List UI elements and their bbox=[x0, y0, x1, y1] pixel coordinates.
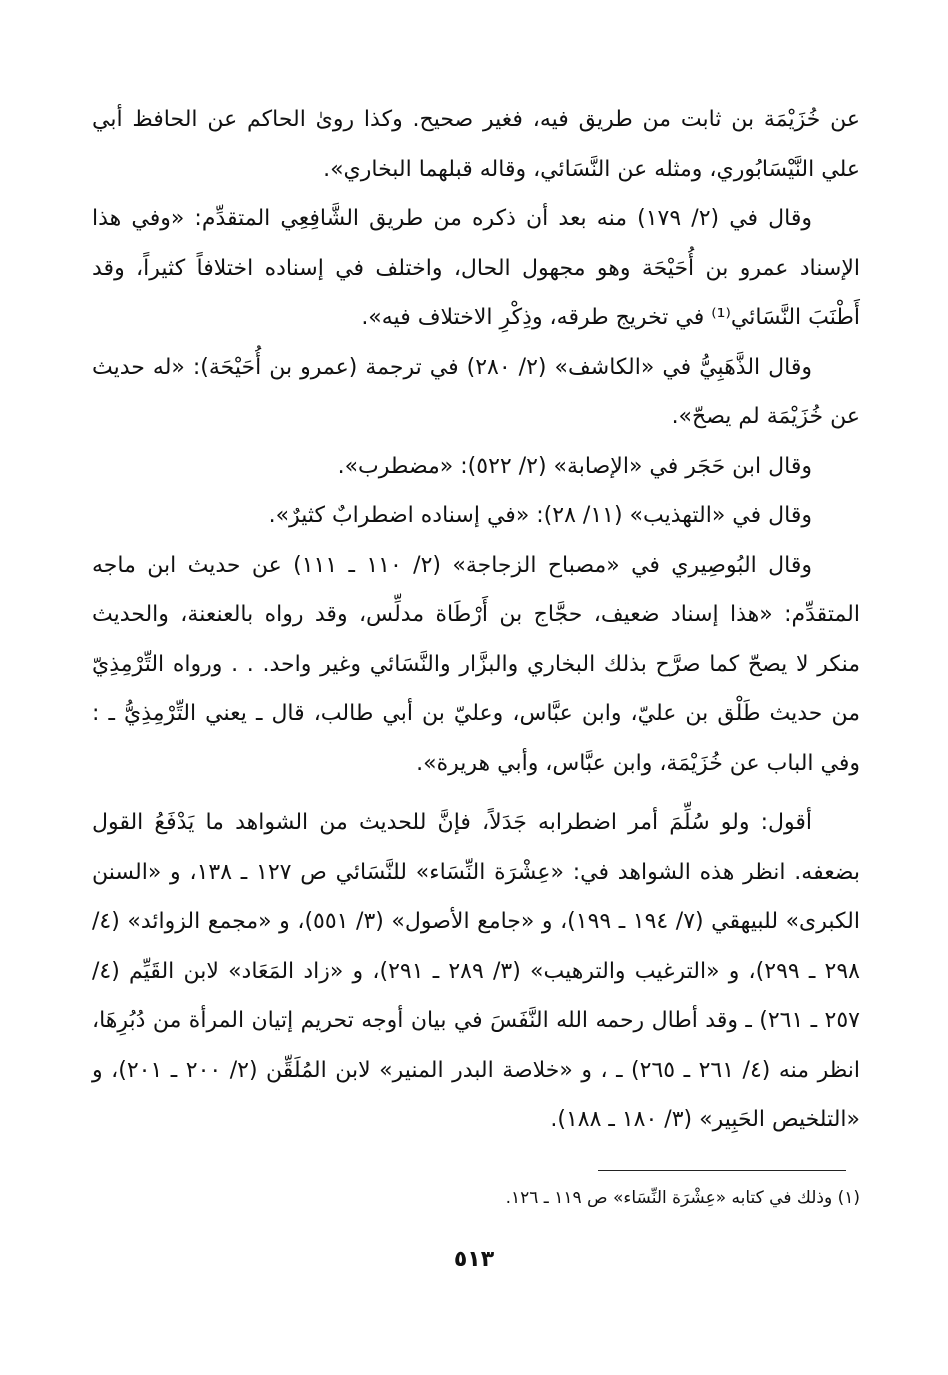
main-text bbox=[92, 95, 860, 1145]
page-number: ٥١٣ bbox=[453, 1247, 495, 1272]
paragraph-2: وقال في (٢/ ١٧٩) منه بعد أن ذكره من طريق الشَّافِعِي المتقدِّم: «وفي هذا الإسناد عمرو بن أُحَيْحَة وهو مجهول الحال، واختلف في إسناده اختلافاً كثيراً، وقد أَطْنَبَ النَّسَائي⁽¹⁾ في تخريج طرقه، وذِكْرِ الاختلاف فيه». bbox=[92, 206, 860, 330]
paragraph-4: وقال ابن حَجَر في «الإصابة» (٢/ ٥٢٢): «مضطرب». bbox=[337, 453, 812, 479]
footnote: (١) وذلك في كتابه «عِشْرَة النِّسَاء» ص ١١٩ ـ ١٢٦. bbox=[505, 1188, 860, 1208]
footnote-divider bbox=[598, 1170, 846, 1171]
paragraph-5: وقال في «التهذيب» (١١/ ٢٨): «في إسناده اضطرابٌ كثيرٌ». bbox=[268, 503, 812, 528]
paragraph-7: أقول: ولو سُلِّمَ أمر اضطرابه جَدَلاً، فإنَّ للحديث من الشواهد ما يَدْفَعُ القول بضعفه. انظر هذه الشواهد في: «عِشْرَة النِّسَاء» للنَّسَائي ص ١٢٧ ـ ١٣٨، و «السنن الكبرى» للبيهقي (٧/ ١٩٤ ـ ١٩٩)، و «جامع الأصول» (٣/ ٥٥١)، و «مجمع الزوائد» (٤/ ٢٩٨ ـ ٢٩٩)، و «الترغيب والترهيب» (٣/ ٢٨٩ ـ ٢٩١)، و «زاد المَعَاد» لابن القَيِّم (٤/ ٢٥٧ ـ ٢٦١) ـ وقد أطال رحمه الله النَّفَسَ في بيان أوجه تحريم إتيان المرأة من دُبُرِهَا، انظر منه (٤/ ٢٦١ ـ ٢٦٥) ـ ، و «خلاصة البدر المنير» لابن المُلَقِّن (٢/ ٢٠٠ ـ ٢٠١)، و «التلخيص الحَبِير» (٣/ ١٨٠ ـ ١٨٨). bbox=[92, 810, 861, 1132]
paragraph-1: عن خُزَيْمَة بن ثابت من طريق فيه، فغير صحيح. وكذا روىٰ الحاكم عن الحافظ أبي علي النَّيْسَابُوري، ومثله عن النَّسَائي، وقاله قبلهما البخاري». bbox=[92, 107, 860, 182]
paragraph-3: وقال الذَّهَبِيُّ في «الكاشف» (٢/ ٢٨٠) في ترجمة (عمرو بن أُحَيْحَة): «له حديث عن خُزَيْمَة لم يصحّ». bbox=[92, 354, 860, 429]
paragraph-6: وقال البُوصِيري في «مصباح الزجاجة» (٢/ ١١٠ ـ ١١١) عن حديث ابن ماجه المتقدِّم: «هذا إسناد ضعيف، حجَّاج بن أَرْطَاة مدلِّس، وقد رواه بالعنعنة، والحديث منكر لا يصحّ كما صرَّح بذلك البخاري والبزَّار والنَّسَائي وغير واحد. . . ورواه التِّرْمِذِيّ من حديث طَلْق بن عليّ، وابن عبَّاس، وعليّ بن أبي طالب، قال ـ يعني التِّرْمِذِيُّ ـ : وفي الباب عن خُزَيْمَة، وابن عبَّاس، وأبي هريرة». bbox=[92, 552, 860, 776]
